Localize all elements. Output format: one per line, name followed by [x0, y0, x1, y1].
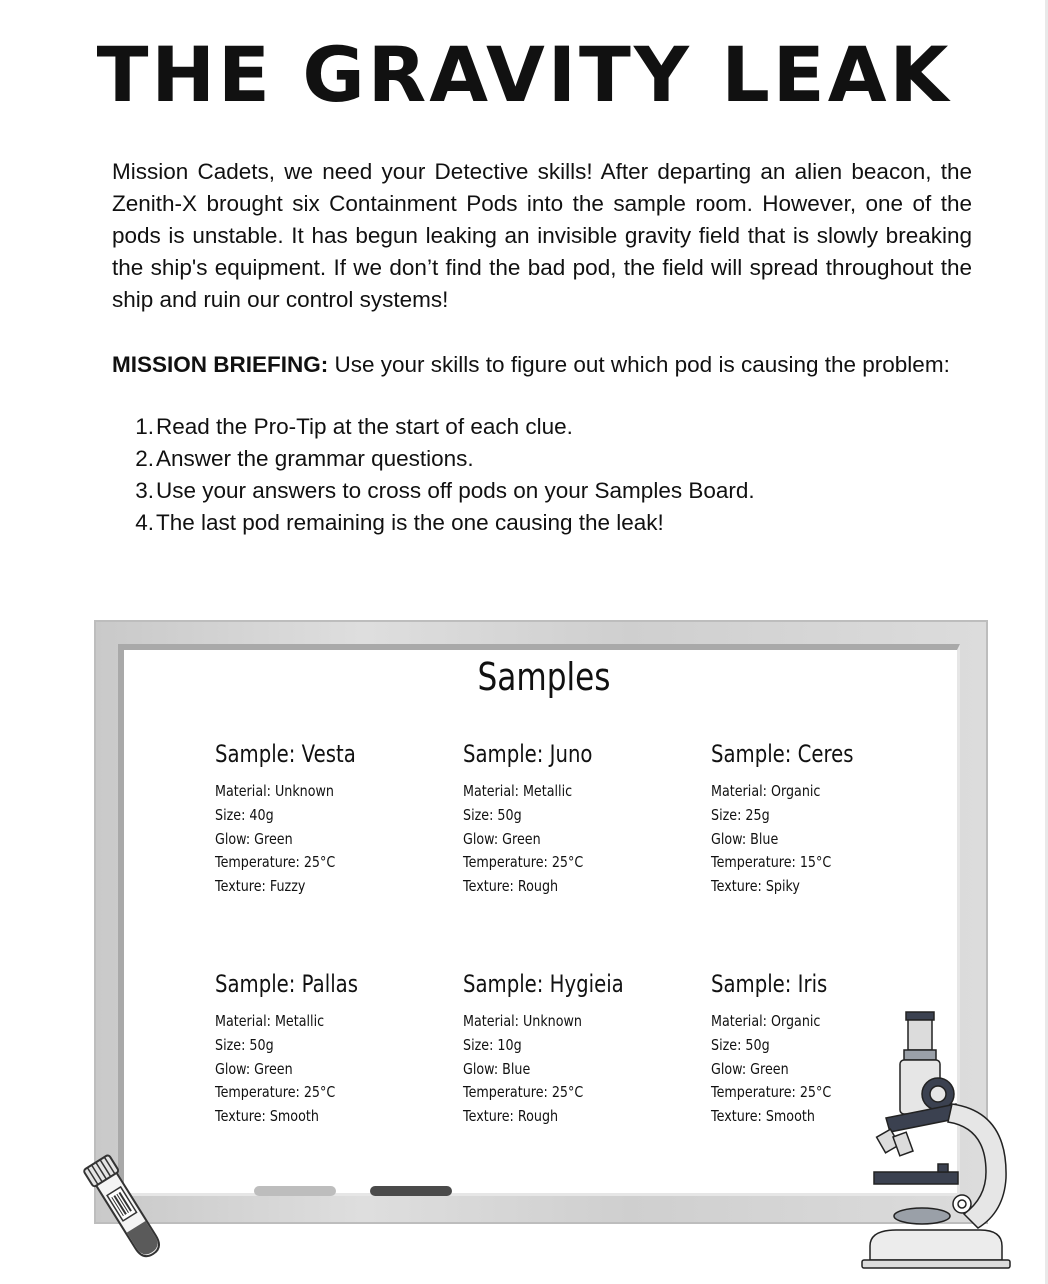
- briefing-text: Use your skills to figure out which pod is causing the problem:: [328, 352, 950, 377]
- sample-size: Size: 50g: [215, 1035, 274, 1054]
- step-text: Answer the grammar questions.: [156, 446, 474, 471]
- sample-texture: Texture: Smooth: [711, 1107, 815, 1126]
- intro-paragraph: Mission Cadets, we need your Detective skills! After departing an alien beacon, the Zenith-X brought six Containment Pods into the sample room. However, one of the pods is unstable. It has begun leaking an invisible gravity field that is slowly breaking the ship's equipment. If we don’t find the bad pod, the field will spread throughout the ship and ruin our control systems!: [112, 159, 972, 312]
- sample-size: Size: 40g: [215, 805, 274, 824]
- sample-glow: Glow: Green: [215, 1059, 293, 1078]
- step-number: 1.: [135, 414, 154, 439]
- sample-name: Sample: Juno: [463, 740, 593, 768]
- step-number: 4.: [135, 510, 154, 535]
- sample-texture: Texture: Fuzzy: [215, 877, 306, 896]
- list-item: [112, 507, 972, 539]
- sample-material: Material: Unknown: [463, 1012, 582, 1030]
- sample-card-vesta: [215, 738, 435, 899]
- list-item: [112, 443, 972, 475]
- marker-dark: [370, 1186, 452, 1196]
- sample-name: Sample: Vesta: [215, 740, 356, 768]
- sample-card-juno: [463, 738, 683, 899]
- sample-texture: Texture: Smooth: [215, 1107, 319, 1126]
- sample-material: Material: Metallic: [463, 782, 573, 800]
- marker-light: [254, 1186, 336, 1196]
- sample-material: Material: Unknown: [215, 782, 334, 800]
- sample-size: Size: 50g: [463, 805, 522, 824]
- sample-temperature: Temperature: 25°C: [463, 853, 584, 872]
- step-text: Use your answers to cross off pods on your Samples Board.: [156, 478, 755, 503]
- step-text: Read the Pro-Tip at the start of each clue.: [156, 414, 573, 439]
- step-text: The last pod remaining is the one causing the leak!: [156, 510, 664, 535]
- sample-size: Size: 10g: [463, 1035, 522, 1054]
- microscope-icon: [856, 1008, 1016, 1270]
- step-number: 2.: [135, 446, 154, 471]
- sample-temperature: Temperature: 25°C: [215, 1083, 336, 1102]
- page-title: THE GRAVITY LEAK: [96, 30, 952, 119]
- list-item: [112, 475, 972, 507]
- sample-name: Sample: Ceres: [711, 740, 854, 768]
- test-tube-icon: [80, 1148, 170, 1270]
- mission-briefing: [112, 349, 972, 381]
- list-item: [112, 411, 972, 443]
- sample-glow: Glow: Blue: [711, 829, 779, 848]
- sample-glow: Glow: Green: [215, 829, 293, 848]
- sample-material: Material: Organic: [711, 782, 821, 800]
- sample-size: Size: 25g: [711, 805, 770, 824]
- sample-temperature: Temperature: 15°C: [711, 853, 832, 872]
- sample-card-ceres: [711, 738, 931, 899]
- step-number: 3.: [135, 478, 154, 503]
- sample-texture: Texture: Rough: [463, 877, 559, 896]
- briefing-steps: [112, 411, 972, 539]
- sample-name: Sample: Iris: [711, 970, 828, 998]
- sample-size: Size: 50g: [711, 1035, 770, 1054]
- briefing-label: MISSION BRIEFING:: [112, 352, 329, 377]
- sample-name: Sample: Hygieia: [463, 970, 624, 998]
- sample-temperature: Temperature: 25°C: [215, 853, 336, 872]
- sample-glow: Glow: Green: [463, 829, 541, 848]
- sample-texture: Texture: Rough: [463, 1107, 559, 1126]
- sample-temperature: Temperature: 25°C: [711, 1083, 832, 1102]
- sample-texture: Texture: Spiky: [711, 877, 800, 896]
- sample-glow: Glow: Blue: [463, 1059, 531, 1078]
- sample-material: Material: Organic: [711, 1012, 821, 1030]
- sample-temperature: Temperature: 25°C: [463, 1083, 584, 1102]
- sample-card-hygieia: [463, 968, 683, 1129]
- samples-board-title: Samples: [477, 655, 611, 699]
- sample-glow: Glow: Green: [711, 1059, 789, 1078]
- sample-card-pallas: [215, 968, 435, 1129]
- sample-name: Sample: Pallas: [215, 970, 358, 998]
- sample-material: Material: Metallic: [215, 1012, 325, 1030]
